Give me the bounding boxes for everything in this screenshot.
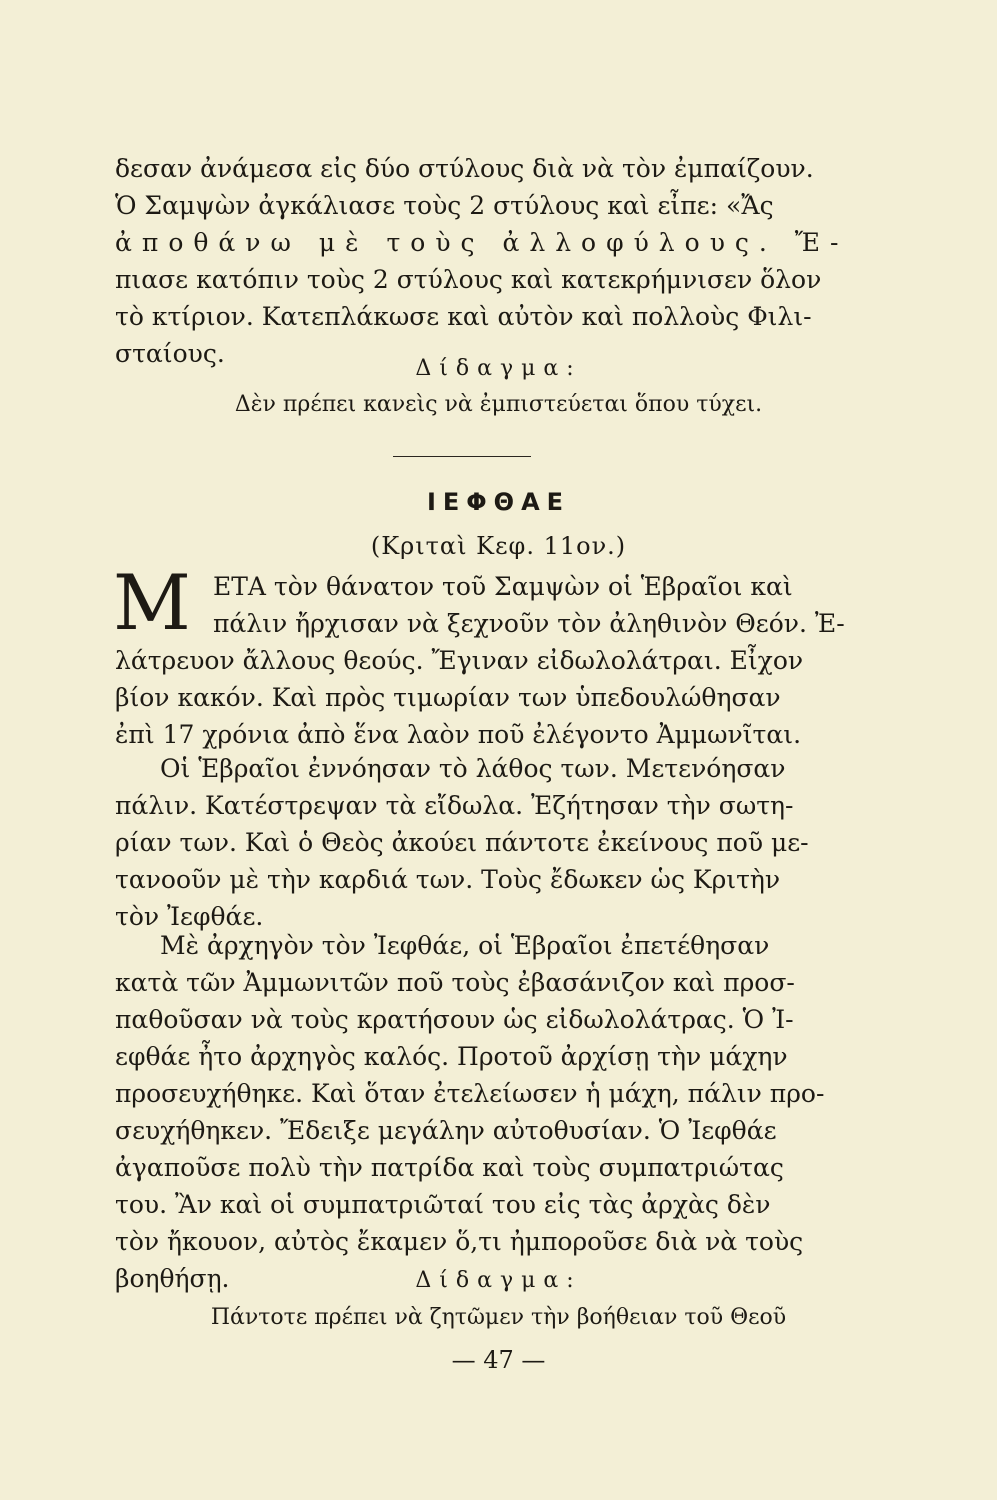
chapter-subtitle: (Κριταὶ Κεφ. 11ον.) [370,532,627,560]
text-line: Μὲ ἀρχηγὸν τὸν Ἰεφθάε, οἱ Ἑβραῖοι ἐπετέθησαν [160,931,770,960]
lesson-label: Δίδαγμα: [415,356,582,381]
lesson-label: Δίδαγμα: [415,1268,582,1293]
text-line: παθοῦσαν νὰ τοὺς κρατήσουν ὡς εἰδωλολάτρας. Ὁ Ἰ- [115,1005,794,1034]
text-line: τανοοῦν μὲ τὴν καρδιά των. Τοὺς ἔδωκεν ὡς Κριτὴν [115,865,781,894]
text-line-spaced: ἀποθάνω μὲ τοὺς ἀλλοφύλους. Ἔ- [115,228,849,257]
text-line: τὸν ἤκουον, αὐτὸς ἔκαμεν ὅ,τι ἠμποροῦσε διὰ νὰ τοὺς [115,1227,804,1256]
text-line: ἀγαποῦσε πολὺ τὴν πατρίδα καὶ τοὺς συμπατριώτας [115,1153,784,1182]
text-line: σταίους. [115,339,225,368]
text-line: τὸν Ἰεφθάε. [115,902,264,931]
intro-paragraph [115,150,860,372]
chapter-title: ΙΕΦΘΑΕ [426,488,571,516]
text-line: ρίαν των. Καὶ ὁ Θεὸς ἀκούει πάντοτε ἐκείνους ποῦ με- [115,828,809,857]
text-line: λάτρευον ἄλλους θεούς. Ἔγιναν εἰδωλολάτραι. Εἶχον [115,646,804,675]
paragraph-3 [115,927,860,1297]
paragraph-1 [113,558,860,753]
text-line: Οἱ Ἑβραῖοι ἐννόησαν τὸ λάθος των. Μετενόησαν [160,754,786,783]
text-line: ἐπὶ 17 χρόνια ἀπὸ ἕνα λαὸν ποῦ ἐλέγοντο Ἀμμωνῖται. [115,720,802,749]
drop-cap: M [113,558,191,647]
text-line: εφθάε ἦτο ἀρχηγὸς καλός. Προτοῦ ἀρχίσῃ τὴν μάχην [115,1042,788,1071]
text-line: τὸ κτίριον. Κατεπλάκωσε καὶ αὐτὸν καὶ πολλοὺς Φιλι- [115,302,812,331]
text-line: κατὰ τῶν Ἀμμωνιτῶν ποῦ τοὺς ἐβασάνιζον καὶ προσ- [115,968,795,997]
text-line: δεσαν ἀνάμεσα εἰς δύο στύλους διὰ νὰ τὸν ἐμπαίζουν. [115,154,814,183]
page-number: — 47 — [451,1346,546,1374]
text-line: προσευχήθηκε. Καὶ ὅταν ἐτελείωσεν ἡ μάχη, πάλιν προ- [115,1079,825,1108]
text-line: ΕΤΑ τὸν θάνατον τοῦ Σαμψὼν οἱ Ἑβραῖοι καὶ [213,572,793,601]
text-line: πάλιν ἤρχισαν νὰ ξεχνοῦν τὸν ἀληθινὸν Θεόν. Ἐ- [213,609,845,638]
section-divider [393,456,531,457]
lesson-text: Δὲν πρέπει κανεὶς νὰ ἐμπιστεύεται ὅπου τύχει. [234,392,763,417]
text-line: πιασε κατόπιν τοὺς 2 στύλους καὶ κατεκρήμνισεν ὅλον [115,265,822,294]
paragraph-2 [115,750,860,935]
text-line: βίον κακόν. Καὶ πρὸς τιμωρίαν των ὑπεδουλώθησαν [115,683,781,712]
text-line: Ὁ Σαμψὼν ἀγκάλιασε τοὺς 2 στύλους καὶ εἶπε: «Ἄς [115,191,774,220]
text-line: σευχήθηκεν. Ἔδειξε μεγάλην αὐτοθυσίαν. Ὁ Ἰεφθάε [115,1116,777,1145]
text-line: πάλιν. Κατέστρεψαν τὰ εἴδωλα. Ἐζήτησαν τὴν σωτη- [115,791,794,820]
text-line: του. Ἂν καὶ οἱ συμπατριῶταί του εἰς τὰς ἀρχὰς δὲν [115,1190,771,1219]
lesson-text: Πάντοτε πρέπει νὰ ζητῶμεν τὴν βοήθειαν τοῦ Θεοῦ [210,1305,787,1330]
text-line: βοηθήσῃ. [115,1264,230,1293]
